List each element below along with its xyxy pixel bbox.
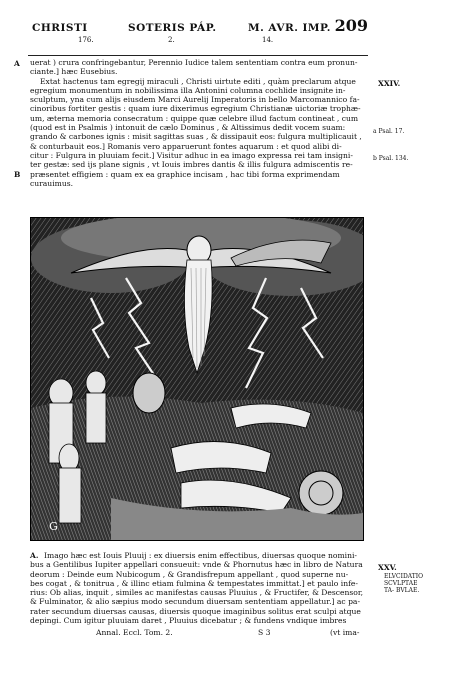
header-rule [28,55,368,56]
engraving-jupiter-pluvius [30,217,364,541]
text-line: rius: Ob alias, inquit , similes ac manifestas causas Pluuius , & Fructifer, & Descensor, [30,588,364,598]
text-line: ter gestæ: sed ijs plane signis , vt Iouis imbres dantis & illis fulgura admiscentis re- [30,160,353,170]
text-line: ciante.] hæc Eusebius. [30,67,118,77]
header-emperor-number: 14. [262,36,274,44]
running-header [0,16,466,52]
margin-elucidatio: ELVCIDATIO SCVLPTAE TA- BVLAE. [384,573,424,594]
margin-letter-a: A [14,59,20,68]
text-line: & conturbauit eos.] Romanis vero apparuerunt fontes aquarum : et quod alibi di- [30,141,342,151]
text-line: um, æterna memoria consecratum : quippe quæ celebre illud factum contineat , cum [30,113,359,123]
margin-xxv: XXV. [378,563,397,572]
text-line: bes cogat , & tonitrua , & illinc etiam fulmina & tempestates immittat.] et paulo infe- [30,578,358,588]
text-line: Extat hactenus tam egregij miraculi , Christi uirtute editi , quàm preclarum atque [40,76,356,86]
text-line: deorum : Deinde eum Nubicogum , & Grandisfrepum appellant , quod superne nu- [30,569,349,579]
margin-psalm-17: a Psal. 17. [373,128,405,135]
footer-signature: S 3 [258,628,271,637]
header-pope-number: 2. [168,36,175,44]
page-number: 209 [334,16,368,35]
text-line: bus a Gentilibus Iupiter appellari consueuit: vnde & Phornutus hæc in libro de Natura [30,560,363,570]
text-line: egregium monumentum in nobilissima illa Antonini columna cochlide insignite in- [30,85,346,95]
bottom-paragraph [30,551,370,625]
header-center: SOTERIS PÁP. [128,22,217,34]
header-left: CHRISTI [32,22,88,34]
header-right: M. AVR. IMP. [248,22,331,34]
text-line: uerat ) crura confringebantur, Perennio Iudice talem sententiam contra eum pronun- [30,58,358,67]
text-line: rater secundum diuersas causas, diuersis quoque imaginibus solitus erat sculpi atque [30,606,361,616]
engraving-illustration [31,218,363,540]
margin-psalm-134: b Psal. 134. [373,155,409,162]
margin-letter-a-bottom: A. [30,551,39,560]
plate-monogram: G [49,520,58,533]
text-line: (quod est in Psalmis ) intonuit de cælo Dominus , & Altissimus dedit vocem suam: [30,123,346,133]
footer-catchword: (vt ima- [330,628,360,637]
text-line: præsentet effigiem : quam ex ea graphice incisam , hac tibi forma exprimendam [30,169,340,179]
margin-letter-b: B [14,170,21,179]
top-paragraph [30,58,370,188]
text-line: curauimus. [30,178,74,188]
text-line: depingi. Cum igitur pluuiam daret , Pluuius dicebatur ; & fundens vndique imbres [30,616,347,626]
margin-xxiv: XXIV. [378,79,401,88]
text-line: cinoribus fortiter gestis : quam iure dixerimus egregium Christianæ uictoriæ trophæ- [30,104,361,114]
footer-annal: Annal. Eccl. Tom. 2. [96,628,173,637]
text-line: & Fulminator, & alio sæpius modo secundum diuersam sententiam appellatur.] ac pa- [30,597,361,607]
text-line: grando & carbones ignis : misit sagittas suas , & dissipauit eos: fulgura multiplicauit , [30,132,362,142]
text-line: sculptum, yna cum alijs eiusdem Marci Aurelij Imperatoris in bello Marcomannico fa- [30,95,360,105]
header-year: 176. [78,36,94,44]
text-line: Imago hæc est Iouis Pluuij : ex diuersis enim effectibus, diuersas quoque nomini- [44,551,357,560]
text-line: citur : Fulgura in pluuiam fecit.] Visitur adhuc in ea imago expressa rei tam insigni- [30,150,353,160]
